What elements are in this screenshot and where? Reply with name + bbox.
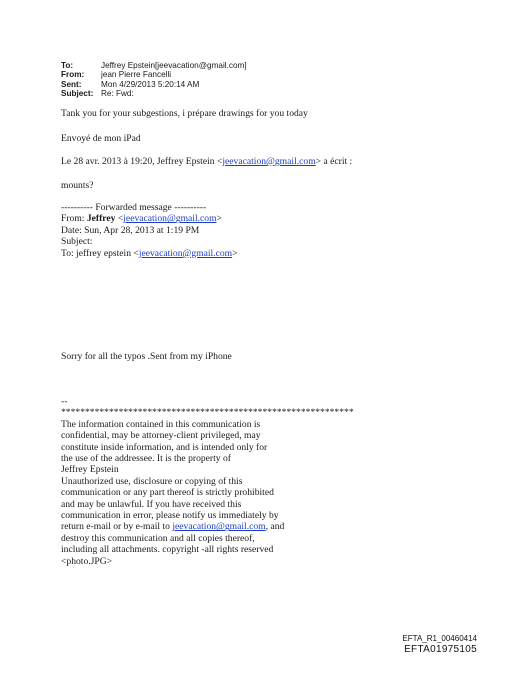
stars-divider: ************************************************************* — [61, 407, 354, 419]
disclaimer-line: the use of the addressee. It is the property of — [61, 453, 231, 465]
disclaimer-line: and may be unlawful. If you have received this — [61, 498, 242, 510]
disclaimer-line: including all attachments. copyright -all rights reserved — [61, 544, 274, 556]
forwarded-block — [61, 202, 238, 259]
fwd-from-label: From: — [61, 213, 87, 225]
to-row — [61, 61, 247, 70]
disclaimer-line: destroy this communication and all copies thereof, — [61, 532, 255, 544]
fwd-to-email-link[interactable]: jeevacation@gmail.com — [138, 247, 233, 259]
subject-label: Subject: — [61, 89, 94, 99]
bates-stamp — [402, 634, 477, 656]
attachment-name: <photo.JPG> — [61, 555, 113, 567]
to-value: Jeffrey Epstein[jeevacation@gmail.com] — [101, 61, 247, 70]
fwd-from-name: Jeffrey — [86, 213, 116, 225]
disclaimer-line: communication or any part thereof is strictly prohibited — [61, 487, 274, 499]
to-label: To: — [61, 61, 74, 70]
disc-email-link[interactable]: jeevacation@gmail.com — [172, 521, 266, 533]
fwd-from-email-link[interactable]: jeevacation@gmail.com — [123, 213, 217, 225]
fwd-from-open: < — [115, 213, 124, 225]
email-header — [61, 61, 247, 99]
body-line-2: Envoyé de mon iPad — [61, 133, 141, 144]
sent-label: Sent: — [61, 79, 82, 89]
subject-value: Re: Fwd: — [101, 89, 134, 99]
disc-return-suffix: , and — [265, 521, 285, 533]
typos-line: Sorry for all the typos .Sent from my iPhone — [61, 351, 232, 362]
sent-row — [61, 80, 247, 89]
disc-return-prefix: return e-mail or by e-mail to — [61, 521, 173, 533]
bates-id-1: EFTA_R1_00460414 — [402, 634, 477, 643]
from-value: jean Pierre Fancelli — [101, 70, 172, 80]
disclaimer-line: Unauthorized use, disclosure or copying of this — [61, 475, 243, 487]
disclaimer-line: confidential, may be attorney-client privileged, may — [61, 430, 261, 442]
signature-dash: -- — [61, 396, 68, 407]
reply-intro — [61, 156, 352, 167]
fwd-from-close: > — [216, 213, 222, 225]
disclaimer-return-line — [61, 521, 354, 532]
from-row — [61, 70, 247, 79]
disclaimer-line: The information contained in this communication is — [61, 418, 261, 430]
subject-row — [61, 89, 247, 98]
disclaimer-block — [61, 396, 354, 567]
fwd-to-close: > — [232, 247, 238, 259]
fwd-to-line — [61, 248, 238, 259]
from-label: From: — [61, 70, 85, 80]
disclaimer-line: communication in error, please notify us immediately by — [61, 510, 279, 522]
sent-value: Mon 4/29/2013 5:20:14 AM — [101, 79, 200, 89]
fwd-date-line: Date: Sun, Apr 28, 2013 at 1:19 PM — [61, 224, 200, 236]
reply-suffix: > a écrit : — [315, 156, 353, 167]
bates-id-2: EFTA01975105 — [404, 644, 477, 655]
fwd-to-prefix: To: jeffrey epstein < — [61, 247, 139, 259]
disclaimer-line: Jeffrey Epstein — [61, 464, 119, 476]
mounts-text: mounts? — [61, 180, 94, 191]
body-line-1: Tank you for your subgestions, i prépare drawings for you today — [61, 108, 308, 119]
disclaimer-line: constitute inside information, and is intended only for — [61, 441, 268, 453]
fwd-subject-line: Subject: — [61, 236, 93, 248]
fwd-from-line — [61, 213, 238, 224]
reply-prefix: Le 28 avr. 2013 à 19:20, Jeffrey Epstein < — [61, 156, 223, 167]
reply-email-link[interactable]: jeevacation@gmail.com — [222, 156, 316, 167]
forwarded-marker: ---------- Forwarded message ---------- — [61, 202, 207, 213]
